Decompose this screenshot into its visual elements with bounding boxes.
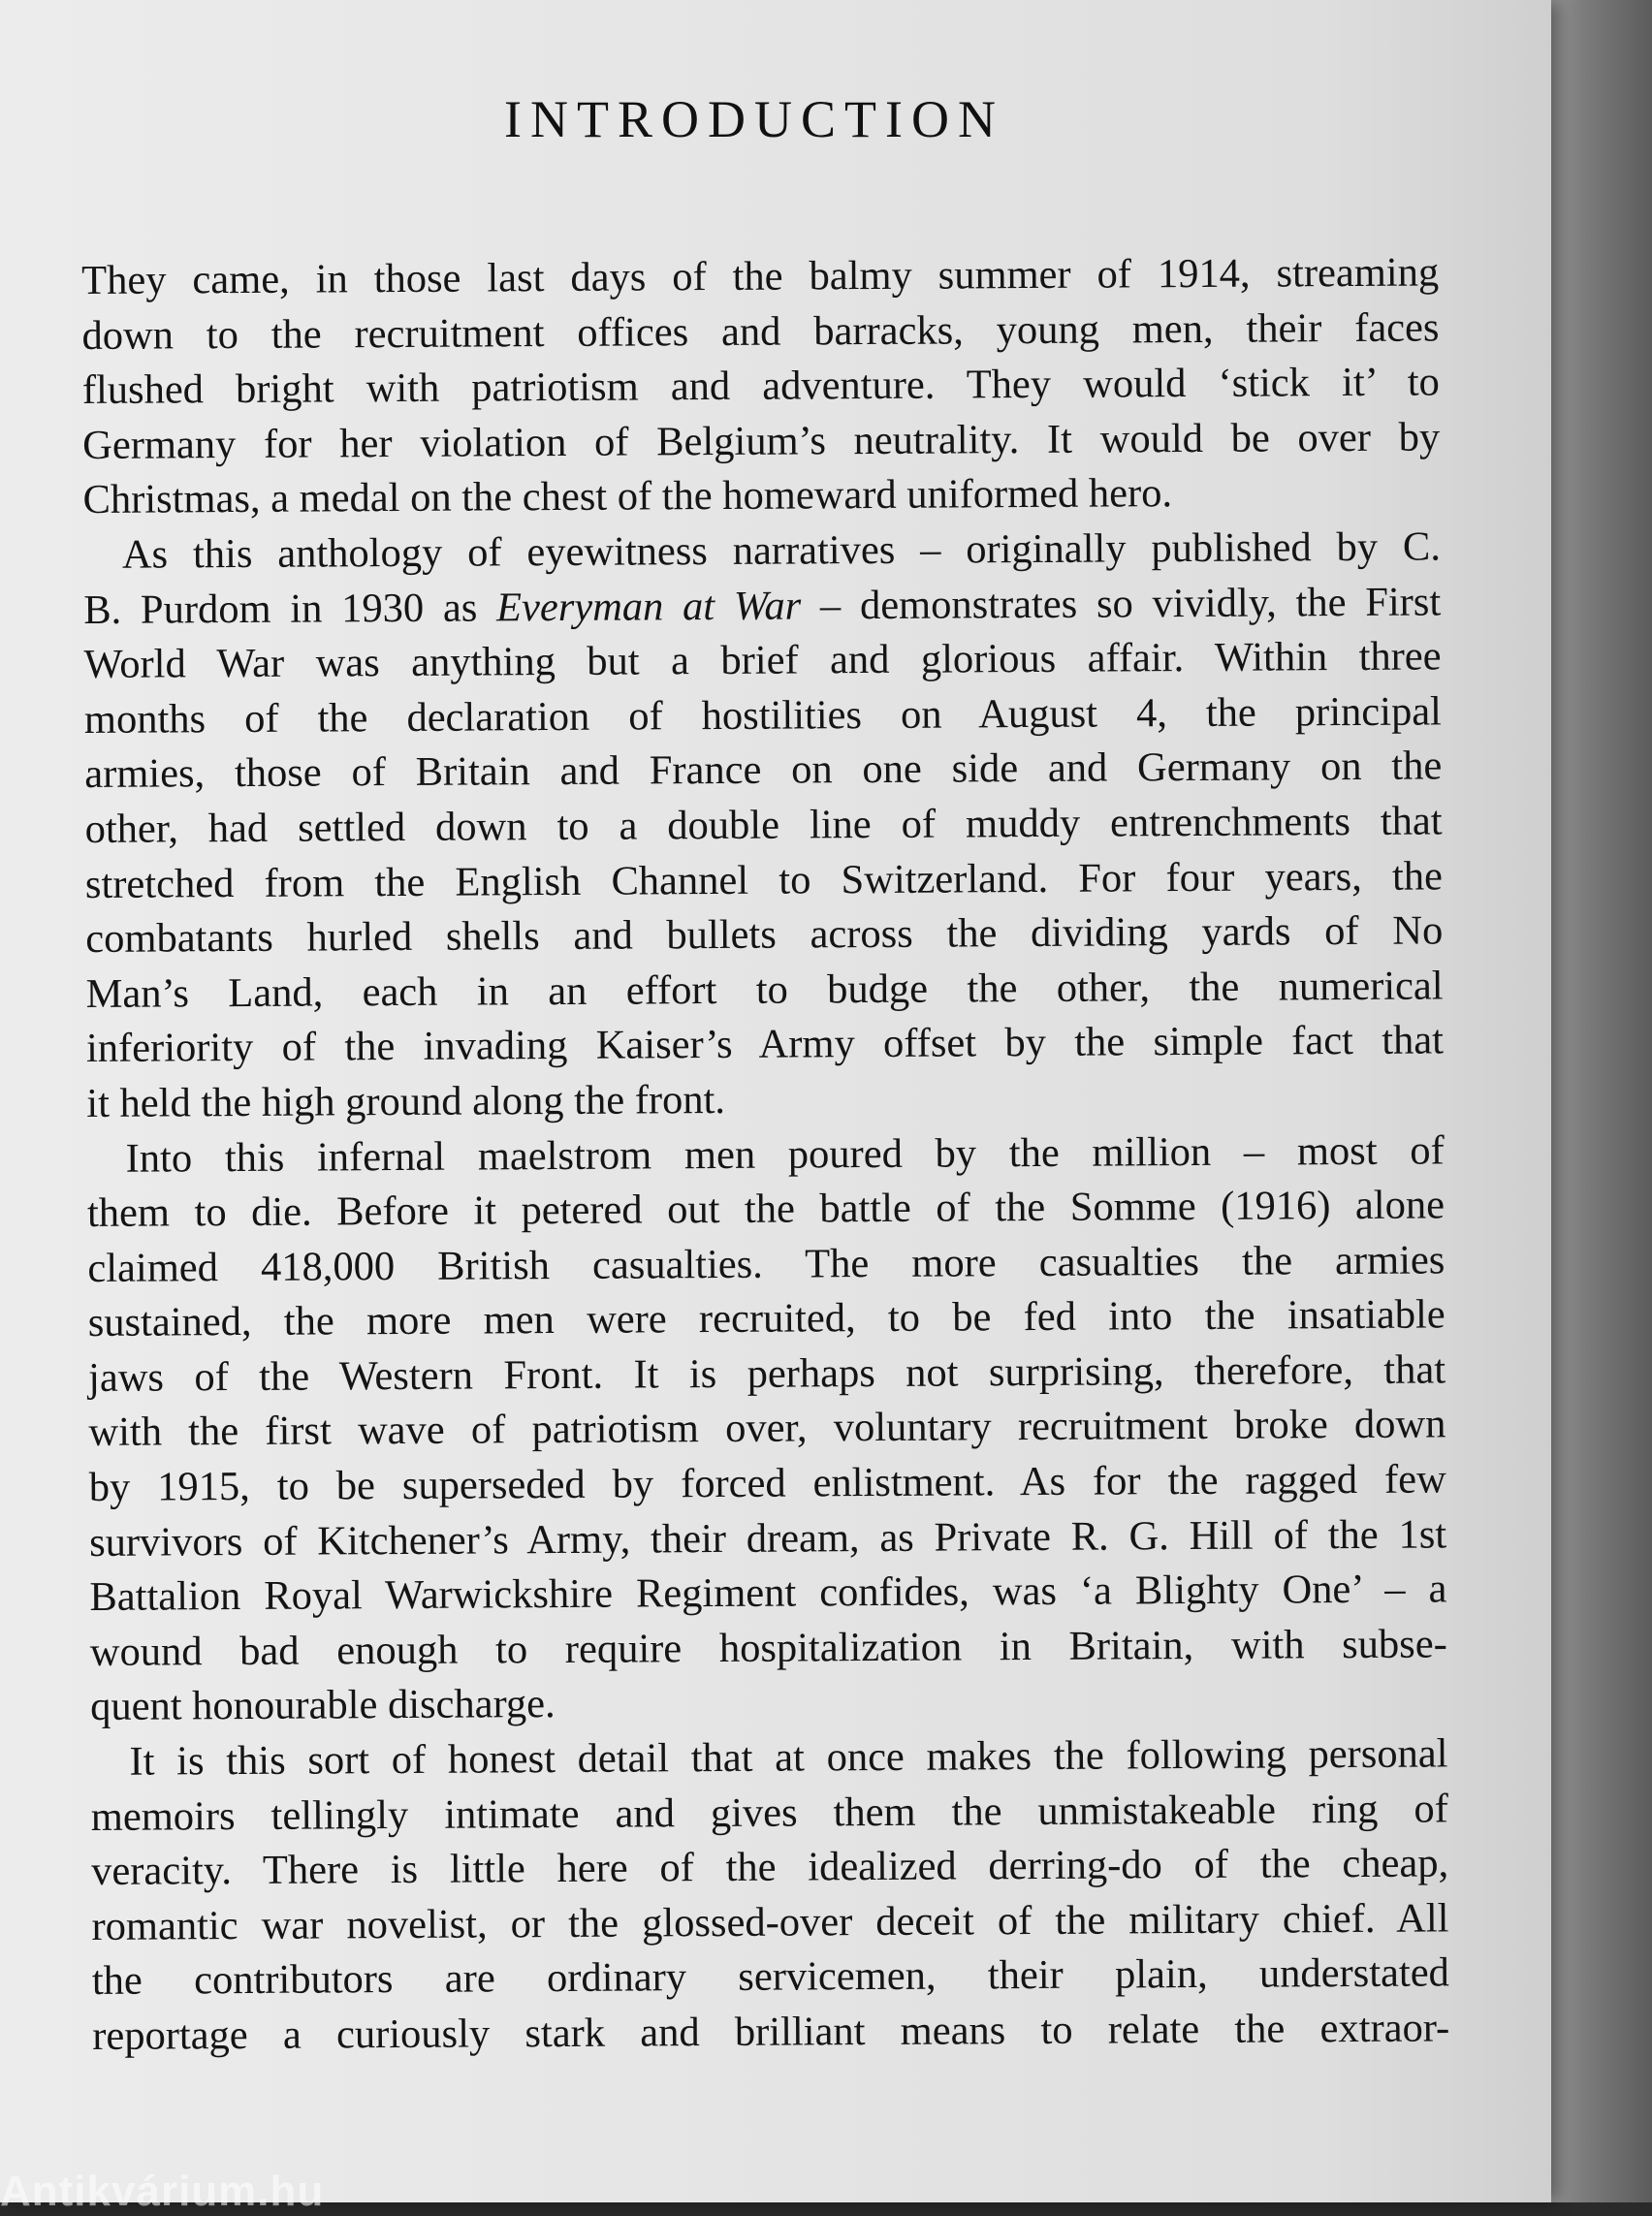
text-line: by 1915, to be superseded by forced enlistment. As for the ragged few <box>88 1456 1446 1511</box>
page-edge-shadow <box>1551 0 1652 2202</box>
text-line: Into this infernal maelstrom men poured by the million – most of <box>125 1126 1445 1182</box>
text-line: World War was anything but a brief and glorious affair. Within three <box>83 633 1442 688</box>
text-line: jaws of the Western Front. It is perhaps not surprising, therefore, that <box>87 1346 1446 1401</box>
text-line: combatants hurled shells and bullets across the dividing yards of No <box>85 907 1444 963</box>
text-line: Battalion Royal Warwickshire Regiment confides, was ‘a Blighty One’ – a <box>89 1566 1447 1621</box>
text-line: As this anthology of eyewitness narratives – originally published by C. <box>121 523 1442 578</box>
page-title: INTRODUCTION <box>504 90 1004 148</box>
text-line: the contributors are ordinary servicemen, their plain, understated <box>91 1949 1450 2005</box>
book-title-italic: Everyman at War <box>495 583 802 630</box>
watermark-text: Antikvárium.hu <box>0 2168 325 2215</box>
text-line: veracity. There is little here of the idealized derring-do of the cheap, <box>91 1840 1449 1895</box>
paragraph-3 <box>87 1124 1448 1735</box>
text-line: other, had settled down to a double line of muddy entrenchments that <box>84 798 1443 852</box>
text-line: Man’s Land, each in an effort to budge the other, the numerical <box>85 963 1444 1017</box>
text-line: quent honourable discharge. <box>90 1681 556 1730</box>
text-line: B. Purdom in 1930 as Everyman at War – demonstrates so vividly, the First <box>83 579 1442 633</box>
text-line: romantic war novelist, or the glossed-over deceit of the military chief. All <box>91 1895 1449 1949</box>
text-line: They came, in those last days of the balmy summer of 1914, streaming <box>81 249 1440 303</box>
text-line: them to die. Before it petered out the battle of the Somme (1916) alone <box>86 1182 1446 1237</box>
text-line: flushed bright with patriotism and adventure. They would ‘stick it’ to <box>81 359 1440 414</box>
text-line: claimed 418,000 British casualties. The more casualties the armies <box>87 1237 1446 1291</box>
paragraph-4 <box>90 1726 1449 2064</box>
text-line: down to the recruitment offices and barracks, young men, their faces <box>81 304 1440 359</box>
paragraph-2 <box>83 520 1445 1131</box>
text-line: wound bad enough to require hospitalization in Britain, with subse- <box>89 1621 1447 1675</box>
text-line: stretched from the English Channel to Switzerland. For four years, the <box>84 852 1444 907</box>
text-line: sustained, the more men were recruited, to be fed into the insatiable <box>87 1291 1446 1346</box>
text-line: months of the declaration of hostilities on August 4, the principal <box>83 688 1443 743</box>
text-line: Germany for her violation of Belgium’s neutrality. It would be over by <box>82 414 1441 468</box>
paragraph-1 <box>81 245 1441 528</box>
body-text <box>81 245 1449 2064</box>
text-line: armies, those of Britain and France on one side and Germany on the <box>84 743 1443 798</box>
text-line: inferiority of the invading Kaiser’s Army offset by the simple fact that <box>85 1017 1445 1072</box>
text-line: Christmas, a medal on the chest of the homeward uniformed hero. <box>82 470 1173 523</box>
text-line: It is this sort of honest detail that at once makes the following personal <box>129 1730 1448 1785</box>
text-line: survivors of Kitchener’s Army, their dream, as Private R. G. Hill of the 1st <box>88 1511 1447 1566</box>
text-line: memoirs tellingly intimate and gives them the unmistakeable ring of <box>90 1786 1448 1840</box>
text-line: it held the high ground along the front. <box>86 1076 726 1126</box>
text-line: reportage a curiously stark and brilliant means to relate the extraor- <box>92 2005 1450 2059</box>
text-line: with the first wave of patriotism over, voluntary recruitment broke down <box>88 1401 1446 1456</box>
